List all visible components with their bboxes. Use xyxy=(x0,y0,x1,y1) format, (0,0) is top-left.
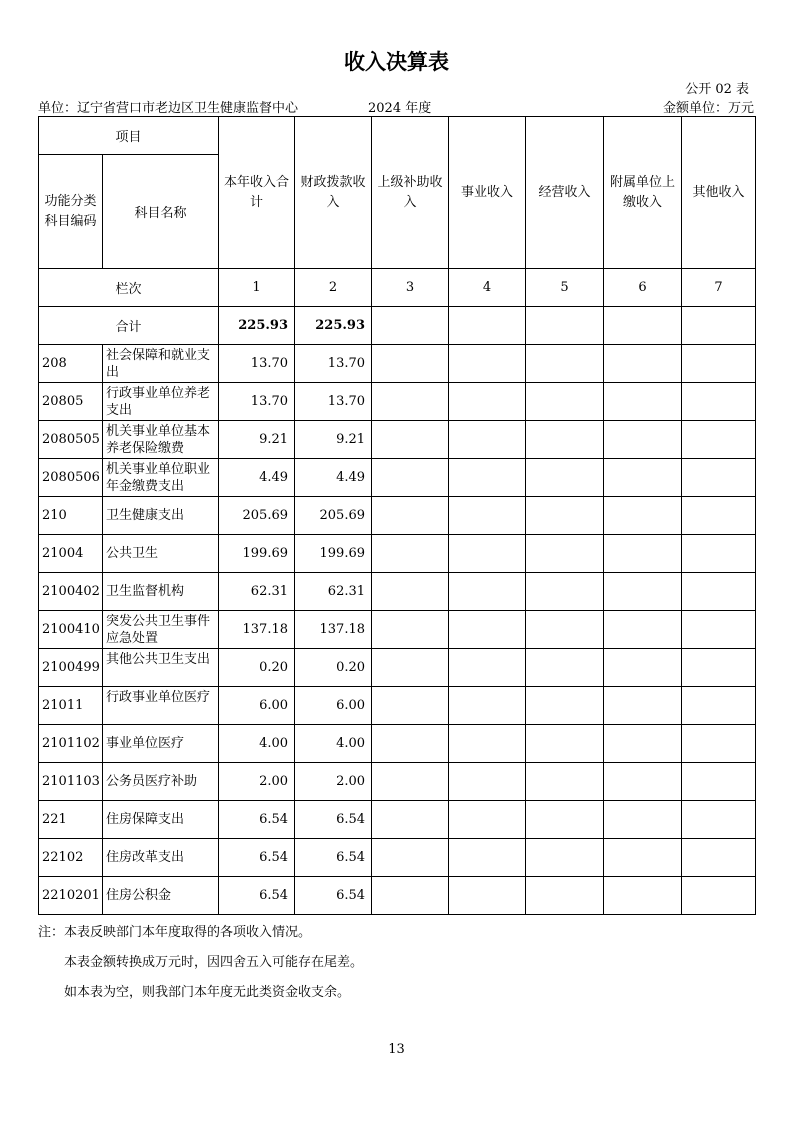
header-col-4: 事业收入 xyxy=(449,117,526,269)
table-row xyxy=(39,649,756,687)
table-row xyxy=(39,801,756,839)
row-c3 xyxy=(372,535,449,573)
row-c4 xyxy=(449,535,526,573)
row-c1: 6.54 xyxy=(219,877,295,915)
row-c4 xyxy=(449,763,526,801)
row-c6 xyxy=(604,345,682,383)
note-2: 本表金额转换成万元时，因四舍五入可能存在尾差。 xyxy=(64,955,364,970)
header-lanci: 栏次 xyxy=(39,269,219,307)
total-c3 xyxy=(372,307,449,345)
row-code: 21004 xyxy=(39,535,103,573)
row-name: 行政事业单位养老支出 xyxy=(103,383,219,421)
table-row xyxy=(39,877,756,915)
row-c7 xyxy=(682,459,756,497)
row-c6 xyxy=(604,725,682,763)
row-c2: 13.70 xyxy=(295,345,372,383)
row-c2: 6.00 xyxy=(295,687,372,725)
row-c7 xyxy=(682,497,756,535)
row-c7 xyxy=(682,801,756,839)
table-row xyxy=(39,535,756,573)
row-c5 xyxy=(526,573,604,611)
row-name: 卫生健康支出 xyxy=(103,497,219,535)
table-row xyxy=(39,459,756,497)
row-c7 xyxy=(682,763,756,801)
row-c6 xyxy=(604,687,682,725)
table-row xyxy=(39,763,756,801)
row-c3 xyxy=(372,649,449,687)
row-c1: 137.18 xyxy=(219,611,295,649)
row-c1: 0.20 xyxy=(219,649,295,687)
row-c1: 4.00 xyxy=(219,725,295,763)
row-c5 xyxy=(526,497,604,535)
row-c7 xyxy=(682,725,756,763)
row-name: 突发公共卫生事件应急处置 xyxy=(103,611,219,649)
row-c1: 13.70 xyxy=(219,345,295,383)
row-c1: 9.21 xyxy=(219,421,295,459)
row-c2: 4.00 xyxy=(295,725,372,763)
header-col-5: 经营收入 xyxy=(526,117,604,269)
row-c3 xyxy=(372,725,449,763)
row-c4 xyxy=(449,649,526,687)
notes xyxy=(38,918,363,1008)
row-c1: 6.54 xyxy=(219,839,295,877)
row-c2: 199.69 xyxy=(295,535,372,573)
row-c6 xyxy=(604,459,682,497)
row-name: 其他公共卫生支出 xyxy=(103,649,219,687)
row-c5 xyxy=(526,649,604,687)
row-c7 xyxy=(682,345,756,383)
row-c5 xyxy=(526,535,604,573)
table-row xyxy=(39,421,756,459)
row-c1: 6.54 xyxy=(219,801,295,839)
row-code: 208 xyxy=(39,345,103,383)
row-c6 xyxy=(604,535,682,573)
row-name: 公共卫生 xyxy=(103,535,219,573)
row-name: 机关事业单位基本养老保险缴费 xyxy=(103,421,219,459)
table-row xyxy=(39,725,756,763)
header-col-6: 附属单位上缴收入 xyxy=(604,117,682,269)
row-name: 住房改革支出 xyxy=(103,839,219,877)
row-code: 2080505 xyxy=(39,421,103,459)
row-c3 xyxy=(372,839,449,877)
col-num-6: 6 xyxy=(604,269,682,307)
header-subject-name: 科目名称 xyxy=(103,155,219,269)
row-c7 xyxy=(682,877,756,915)
row-c6 xyxy=(604,421,682,459)
row-name: 行政事业单位医疗 xyxy=(103,687,219,725)
row-c1: 4.49 xyxy=(219,459,295,497)
row-c7 xyxy=(682,421,756,459)
row-c4 xyxy=(449,687,526,725)
row-c2: 6.54 xyxy=(295,801,372,839)
row-name: 公务员医疗补助 xyxy=(103,763,219,801)
fiscal-year: 2024 年度 xyxy=(368,101,432,116)
row-c3 xyxy=(372,421,449,459)
row-name: 卫生监督机构 xyxy=(103,573,219,611)
total-c6 xyxy=(604,307,682,345)
row-c7 xyxy=(682,687,756,725)
row-code: 221 xyxy=(39,801,103,839)
row-c1: 13.70 xyxy=(219,383,295,421)
row-c6 xyxy=(604,573,682,611)
row-name: 机关事业单位职业年金缴费支出 xyxy=(103,459,219,497)
row-c2: 137.18 xyxy=(295,611,372,649)
row-name: 事业单位医疗 xyxy=(103,725,219,763)
row-c2: 6.54 xyxy=(295,839,372,877)
row-code: 2210201 xyxy=(39,877,103,915)
note-3: 如本表为空，则我部门本年度无此类资金收支余。 xyxy=(64,985,351,1000)
note-1: 注：本表反映部门本年度取得的各项收入情况。 xyxy=(38,925,312,940)
row-c4 xyxy=(449,877,526,915)
row-c2: 62.31 xyxy=(295,573,372,611)
row-c7 xyxy=(682,649,756,687)
row-c3 xyxy=(372,611,449,649)
page-title: 收入决算表 xyxy=(344,50,449,74)
row-code: 2101103 xyxy=(39,763,103,801)
row-c6 xyxy=(604,649,682,687)
row-c1: 2.00 xyxy=(219,763,295,801)
row-c7 xyxy=(682,573,756,611)
total-c7 xyxy=(682,307,756,345)
row-c2: 9.21 xyxy=(295,421,372,459)
row-c4 xyxy=(449,839,526,877)
row-c4 xyxy=(449,345,526,383)
row-c1: 199.69 xyxy=(219,535,295,573)
row-c7 xyxy=(682,383,756,421)
row-c5 xyxy=(526,763,604,801)
row-c5 xyxy=(526,839,604,877)
total-c4 xyxy=(449,307,526,345)
row-c4 xyxy=(449,421,526,459)
total-c2: 225.93 xyxy=(295,307,372,345)
page-number: 13 xyxy=(388,1042,405,1057)
row-c3 xyxy=(372,687,449,725)
col-num-1: 1 xyxy=(219,269,295,307)
row-c6 xyxy=(604,497,682,535)
row-c2: 0.20 xyxy=(295,649,372,687)
row-code: 2100499 xyxy=(39,649,103,687)
total-label: 合计 xyxy=(39,307,219,345)
row-c5 xyxy=(526,801,604,839)
col-num-7: 7 xyxy=(682,269,756,307)
row-c5 xyxy=(526,611,604,649)
header-col-2: 财政拨款收入 xyxy=(295,117,372,269)
table-row xyxy=(39,839,756,877)
row-name: 住房公积金 xyxy=(103,877,219,915)
col-num-3: 3 xyxy=(372,269,449,307)
row-c4 xyxy=(449,611,526,649)
row-c5 xyxy=(526,687,604,725)
form-number: 公开 02 表 xyxy=(685,82,749,97)
row-c6 xyxy=(604,383,682,421)
row-c4 xyxy=(449,497,526,535)
row-c2: 4.49 xyxy=(295,459,372,497)
row-c2: 2.00 xyxy=(295,763,372,801)
row-c1: 6.00 xyxy=(219,687,295,725)
col-num-5: 5 xyxy=(526,269,604,307)
header-col-3: 上级补助收入 xyxy=(372,117,449,269)
row-c1: 205.69 xyxy=(219,497,295,535)
row-code: 22102 xyxy=(39,839,103,877)
row-c3 xyxy=(372,345,449,383)
row-code: 21011 xyxy=(39,687,103,725)
row-c4 xyxy=(449,725,526,763)
unit-label: 单位：辽宁省营口市老边区卫生健康监督中心 xyxy=(38,101,299,116)
row-c6 xyxy=(604,877,682,915)
table-row xyxy=(39,573,756,611)
table-row xyxy=(39,497,756,535)
row-c1: 62.31 xyxy=(219,573,295,611)
row-c4 xyxy=(449,459,526,497)
table-row xyxy=(39,345,756,383)
table-row xyxy=(39,383,756,421)
row-c4 xyxy=(449,801,526,839)
row-c4 xyxy=(449,573,526,611)
row-c5 xyxy=(526,725,604,763)
table-row xyxy=(39,687,756,725)
col-num-2: 2 xyxy=(295,269,372,307)
row-c3 xyxy=(372,497,449,535)
row-c7 xyxy=(682,535,756,573)
row-c6 xyxy=(604,611,682,649)
total-row xyxy=(39,307,756,345)
row-c4 xyxy=(449,383,526,421)
row-c5 xyxy=(526,421,604,459)
row-c5 xyxy=(526,459,604,497)
row-c5 xyxy=(526,877,604,915)
total-c5 xyxy=(526,307,604,345)
amount-unit: 金额单位：万元 xyxy=(662,101,754,116)
row-c6 xyxy=(604,839,682,877)
row-code: 2101102 xyxy=(39,725,103,763)
row-name: 社会保障和就业支出 xyxy=(103,345,219,383)
table-row xyxy=(39,611,756,649)
col-num-4: 4 xyxy=(449,269,526,307)
row-c7 xyxy=(682,611,756,649)
row-c6 xyxy=(604,801,682,839)
row-c2: 13.70 xyxy=(295,383,372,421)
row-code: 2080506 xyxy=(39,459,103,497)
row-c6 xyxy=(604,763,682,801)
total-c1: 225.93 xyxy=(219,307,295,345)
row-code: 2100410 xyxy=(39,611,103,649)
row-c2: 205.69 xyxy=(295,497,372,535)
row-c5 xyxy=(526,383,604,421)
row-c3 xyxy=(372,573,449,611)
row-c5 xyxy=(526,345,604,383)
header-col-1: 本年收入合计 xyxy=(219,117,295,269)
row-name: 住房保障支出 xyxy=(103,801,219,839)
row-code: 20805 xyxy=(39,383,103,421)
row-c3 xyxy=(372,801,449,839)
row-code: 210 xyxy=(39,497,103,535)
row-code: 2100402 xyxy=(39,573,103,611)
row-c3 xyxy=(372,877,449,915)
header-item: 项目 xyxy=(39,117,219,155)
row-c2: 6.54 xyxy=(295,877,372,915)
row-c7 xyxy=(682,839,756,877)
row-c3 xyxy=(372,383,449,421)
unit-line xyxy=(38,97,754,115)
header-col-7: 其他收入 xyxy=(682,117,756,269)
row-c3 xyxy=(372,459,449,497)
row-c3 xyxy=(372,763,449,801)
header-func-code: 功能分类科目编码 xyxy=(39,155,103,269)
income-table xyxy=(38,116,756,915)
